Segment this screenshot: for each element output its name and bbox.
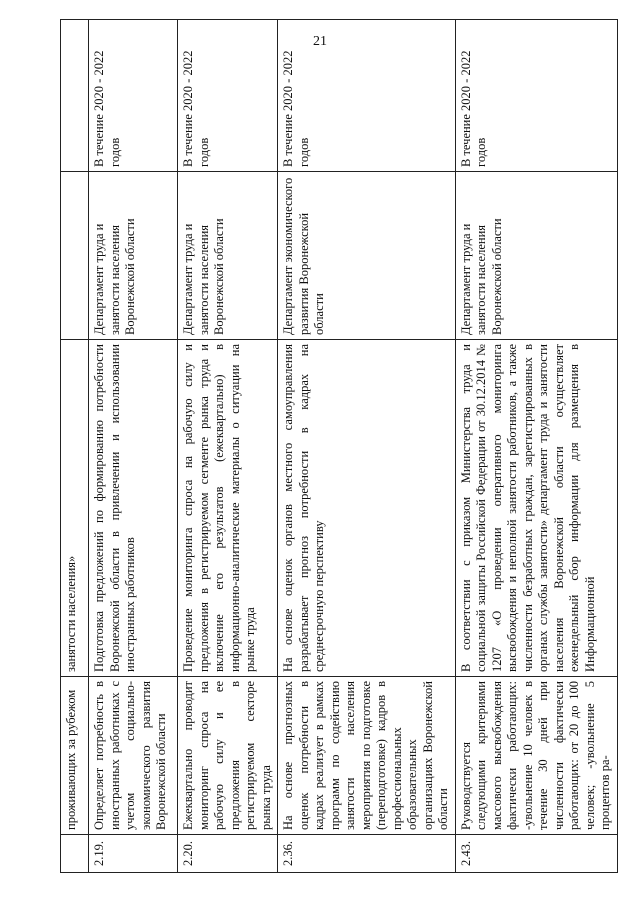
cont-criterion-cell: проживающих за рубежом [61,677,89,835]
term-cell: В течение 2020 - 2022 годов [89,20,178,172]
criterion-cell: Определяет потребность в иностранных работниках с учетом социально-экономического развития Воронежской области [89,677,178,835]
continuation-row [61,20,89,873]
term-cell: В течение 2020 - 2022 годов [278,20,456,172]
action-cell: Подготовка предложений по формированию потребности Воронежской области в привлечении и использовании иностранных работников [89,340,178,677]
table-row [278,20,456,873]
executor-cell: Департамент экономического развития Воронежской области [278,172,456,340]
cont-num-cell [61,835,89,873]
row-number: 2.20. [178,835,278,873]
row-number: 2.36. [278,835,456,873]
cont-executor-cell [61,172,89,340]
rotated-table-area [60,20,612,873]
page-number: 21 [313,34,327,49]
measures-table [60,19,618,873]
action-cell: Проведение мониторинга спроса на рабочую силу и предложения в регистрируемом сегменте рынка труда и включение его результатов (ежеквартально) в информационно-аналитические материалы о ситуации на рынке труда [178,340,278,677]
cont-term-cell [61,20,89,172]
executor-cell: Департамент труда и занятости населения Воронежской области [89,172,178,340]
executor-cell: Департамент труда и занятости населения Воронежской области [455,172,617,340]
criterion-cell: На основе прогнозных оценок потребности в кадрах реализует в рамках программ по содействию занятости населения мероприятия по подготовке (переподготовке) кадров в профессиональных образовательных организациях Воронежской области [278,677,456,835]
row-number: 2.43. [455,835,617,873]
criterion-cell: Руководствуется следующими критериями массового высвобождения фактически работающих: -увольнение 10 человек в течение 30 дней при численности фактически работающих: от 20 до 100 человек; -увольнение 5 процентов ра- [455,677,617,835]
action-cell: В соответствии с приказом Министерства труда и социальной защиты Российской Федерации от 30.12.2014 № 1207 «О проведении оперативного мониторинга высвобождения и неполной занятости работников, а также численности безработных граждан, зарегистрированных в органах службы занятости» департамент труда и занятости населения Воронежской области осуществляет еженедельный сбор информации для размещения в Информационной [455,340,617,677]
criterion-cell: Ежеквартально проводит мониторинг спроса на рабочую силу и ее предложения в регистрируемом секторе рынка труда [178,677,278,835]
table-row [89,20,178,873]
term-cell: В течение 2020 - 2022 годов [178,20,278,172]
action-cell: На основе оценок органов местного самоуправления разрабатывает прогноз потребности в кадрах на среднесрочную перспективу [278,340,456,677]
cont-action-cell: занятости населения» [61,340,89,677]
row-number: 2.19. [89,835,178,873]
executor-cell: Департамент труда и занятости населения Воронежской области [178,172,278,340]
table-row [178,20,278,873]
rotated-table-container [60,20,612,873]
term-cell: В течение 2020 - 2022 годов [455,20,617,172]
table-row [455,20,617,873]
